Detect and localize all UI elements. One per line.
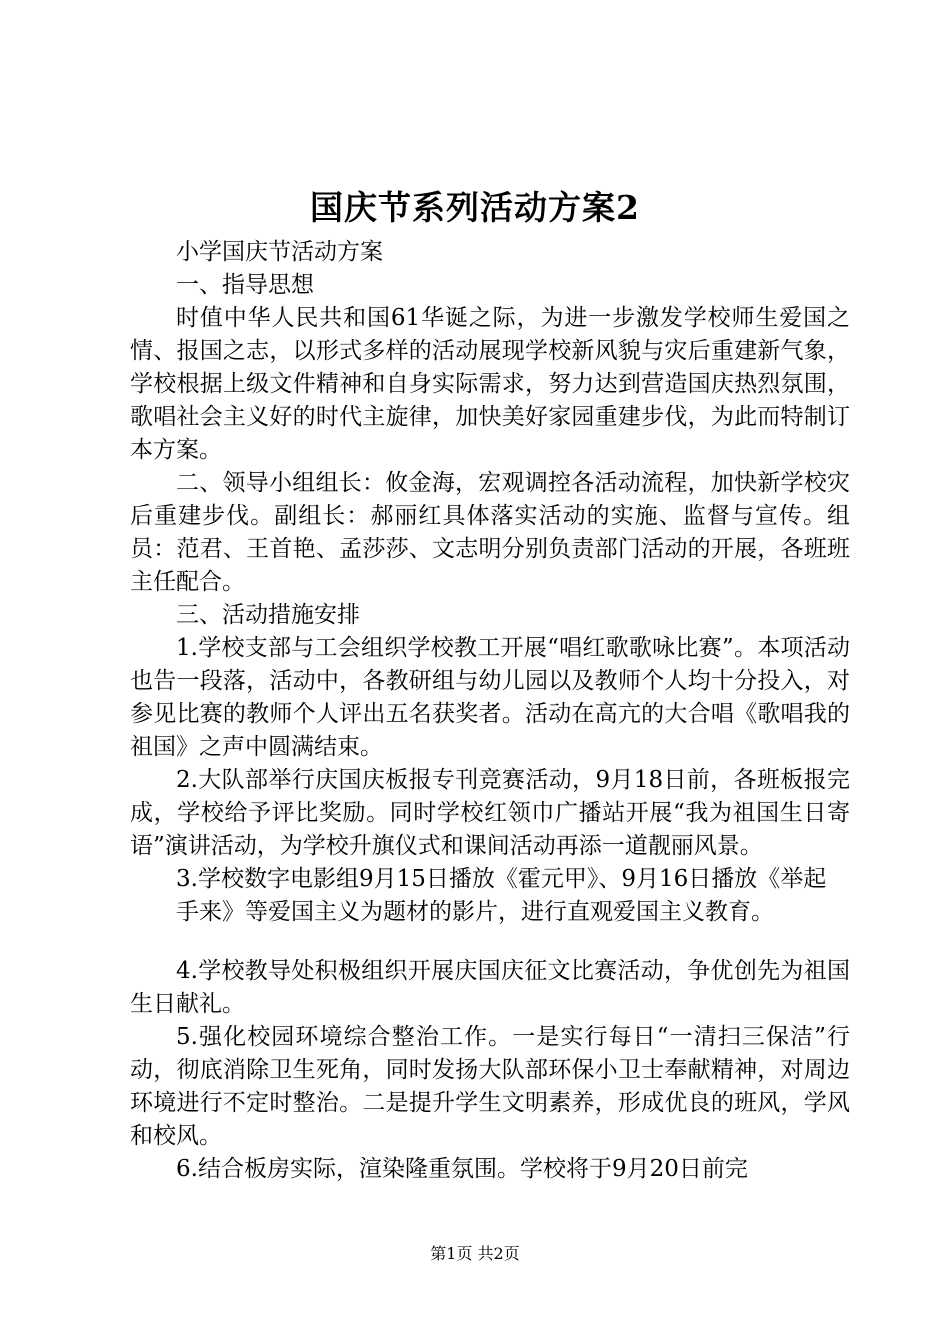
paragraph-item-3-part2: 手来》等爱国主义为题材的影片，进行直观爱国主义教育。 — [176, 899, 774, 925]
paragraph-item-3-part1: 3.学校数字电影组9月15日播放《霍元甲》、9月16日播放《举起 — [176, 866, 827, 892]
paragraph-item-2: 2.大队部举行庆国庆板报专刊竞赛活动，9月18日前，各班板报完成，学校给予评比奖励。同时学校红领巾广播站开展“我为祖国生日寄语”演讲活动，为学校升旗仪式和课间活动再添一道靓丽风景。 — [130, 767, 850, 859]
section-heading-guiding-ideology: 一、指导思想 — [176, 272, 314, 298]
document-title: 国庆节系列活动方案2 — [310, 188, 640, 227]
paragraph-item-6: 6.结合板房实际，渲染隆重氛围。学校将于9月20日前完 — [176, 1156, 748, 1182]
paragraph-item-4: 4.学校教导处积极组织开展庆国庆征文比赛活动，争优创先为祖国生日献礼。 — [130, 958, 850, 1017]
paragraph-item-1: 1.学校支部与工会组织学校教工开展“唱红歌歌咏比赛”。本项活动也告一段落，活动中，各教研组与幼儿园以及教师个人均十分投入，对参见比赛的教师个人评出五名获奖者。活动在高亢的大合唱《歌唱我的祖国》之声中圆满结束。 — [130, 635, 850, 760]
document-body — [130, 236, 850, 1186]
paragraph-leadership-group: 二、领导小组组长：攸金海，宏观调控各活动流程，加快新学校灾后重建步伐。副组长：郝丽红具体落实活动的实施、监督与宣传。组员：范君、王首艳、孟莎莎、文志明分别负责部门活动的开展，各班班主任配合。 — [130, 470, 850, 595]
paragraph-item-5: 5.强化校园环境综合整治工作。一是实行每日“一清扫三保洁”行动，彻底消除卫生死角，同时发扬大队部环保小卫士奉献精神，对周边环境进行不定时整治。二是提升学生文明素养，形成优良的班风，学风和校风。 — [130, 1024, 850, 1149]
page-footer: 第1页 共2页 — [430, 1244, 520, 1263]
paragraph-guiding-ideology: 时值中华人民共和国61华诞之际，为进一步激发学校师生爱国之情、报国之志，以形式多样的活动展现学校新风貌与灾后重建新气象，学校根据上级文件精神和自身实际需求，努力达到营造国庆热烈氛围，歌唱社会主义好的时代主旋律，加快美好家园重建步伐，为此而特制订本方案。 — [130, 305, 850, 463]
section-heading-activity-measures: 三、活动措施安排 — [176, 602, 360, 628]
subtitle-paragraph: 小学国庆节活动方案 — [176, 239, 383, 265]
